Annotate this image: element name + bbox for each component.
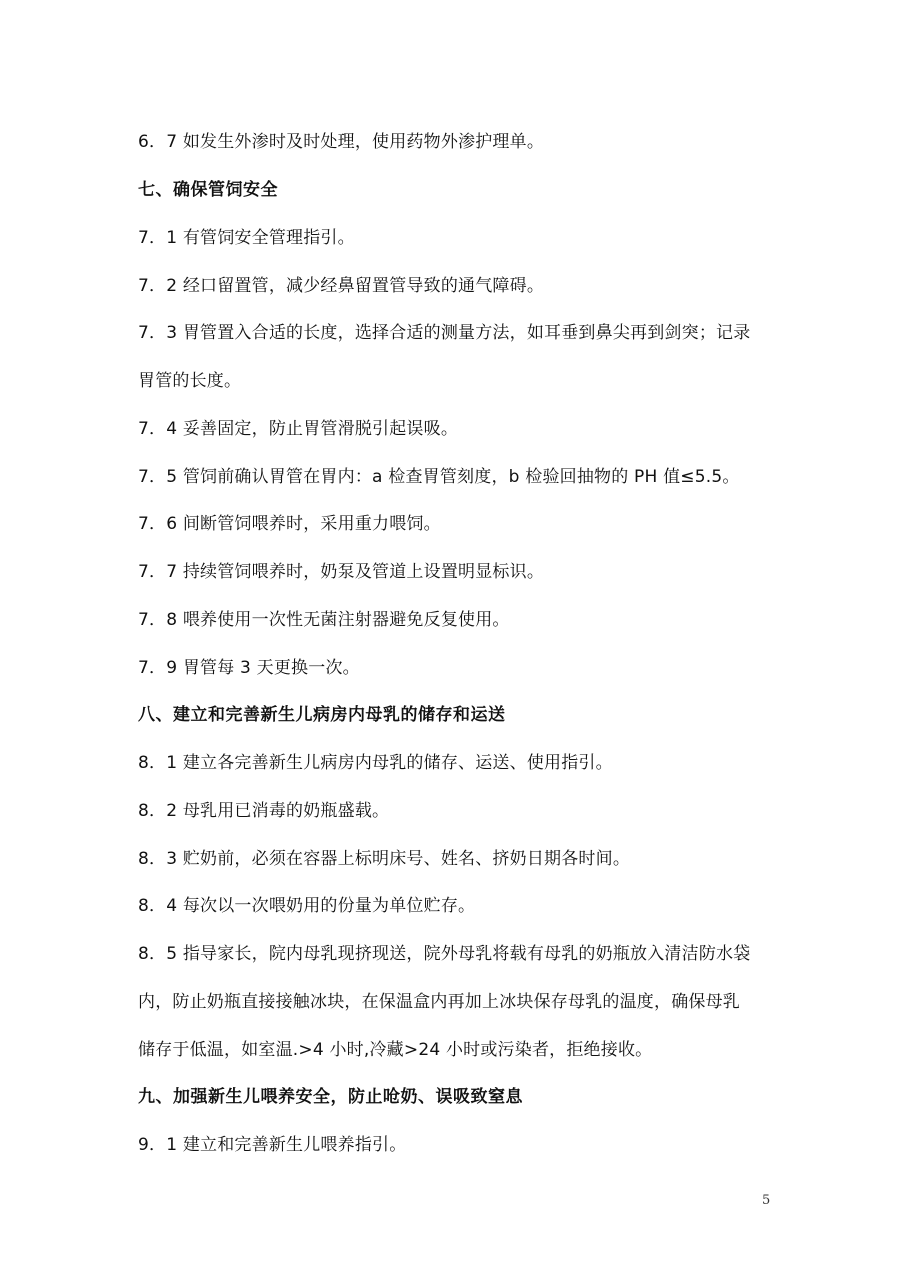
paragraph-7-2: 7．2 经口留置管，减少经鼻留置管导致的通气障碍。 bbox=[138, 276, 545, 296]
paragraph-7-4: 7．4 妥善固定，防止胃管滑脱引起误吸。 bbox=[138, 419, 459, 439]
paragraph-7-3-continued: 胃管的长度。 bbox=[138, 371, 242, 391]
paragraph-8-5: 8．5 指导家长，院内母乳现挤现送，院外母乳将载有母乳的奶瓶放入清洁防水袋 bbox=[138, 944, 751, 964]
paragraph-8-5-continued-1: 内，防止奶瓶直接接触冰块，在保温盒内再加上冰块保存母乳的温度，确保母乳 bbox=[138, 992, 740, 1012]
page-number: 5 bbox=[762, 1193, 771, 1208]
paragraph-7-1: 7．1 有管饲安全管理指引。 bbox=[138, 228, 355, 248]
paragraph-8-2: 8．2 母乳用已消毒的奶瓶盛载。 bbox=[138, 801, 390, 821]
paragraph-8-5-continued-2: 储存于低温，如室温.>4 小时,冷藏>24 小时或污染者，拒绝接收。 bbox=[138, 1040, 653, 1060]
paragraph-6-7: 6．7 如发生外渗时及时处理，使用药物外渗护理单。 bbox=[138, 132, 545, 152]
paragraph-8-3: 8．3 贮奶前，必须在容器上标明床号、姓名、挤奶日期各时间。 bbox=[138, 849, 631, 869]
paragraph-9-1: 9．1 建立和完善新生儿喂养指引。 bbox=[138, 1135, 407, 1155]
paragraph-7-5: 7．5 管饲前确认胃管在胃内：a 检查胃管刻度，b 检验回抽物的 PH 值≤5.5。 bbox=[138, 467, 740, 487]
paragraph-7-7: 7．7 持续管饲喂养时，奶泵及管道上设置明显标识。 bbox=[138, 562, 545, 582]
paragraph-7-3: 7．3 胃管置入合适的长度，选择合适的测量方法，如耳垂到鼻尖再到剑突；记录 bbox=[138, 323, 751, 343]
section-heading-7: 七、确保管饲安全 bbox=[138, 180, 278, 200]
paragraph-7-9: 7．9 胃管每 3 天更换一次。 bbox=[138, 658, 360, 678]
paragraph-7-8: 7．8 喂养使用一次性无菌注射器避免反复使用。 bbox=[138, 610, 510, 630]
section-heading-8: 八、建立和完善新生儿病房内母乳的储存和运送 bbox=[138, 705, 506, 725]
paragraph-8-1: 8．1 建立各完善新生儿病房内母乳的储存、运送、使用指引。 bbox=[138, 753, 613, 773]
section-heading-9: 九、加强新生儿喂养安全，防止呛奶、误吸致窒息 bbox=[138, 1087, 523, 1107]
paragraph-7-6: 7．6 间断管饲喂养时，采用重力喂饲。 bbox=[138, 514, 441, 534]
paragraph-8-4: 8．4 每次以一次喂奶用的份量为单位贮存。 bbox=[138, 896, 476, 916]
